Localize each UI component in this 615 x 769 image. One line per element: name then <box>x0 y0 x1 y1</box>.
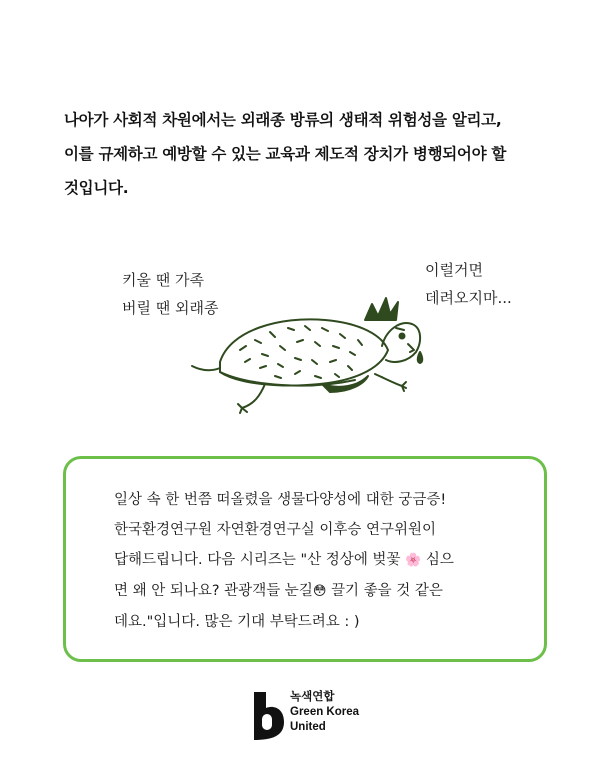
turtle-back-leg <box>238 384 265 413</box>
caption-left-line-1: 키울 땐 가족 <box>122 271 204 289</box>
green-korea-logo-icon <box>254 692 284 740</box>
caption-right-line-2: 데려오지마... <box>425 289 512 307</box>
turtle-front-leg <box>375 374 406 391</box>
turtle-illustration <box>0 250 615 430</box>
notice-text <box>114 485 534 637</box>
org-korean: 녹색연합 <box>290 691 335 703</box>
notice-line-2: 한국환경연구원 자연환경연구실 이후승 연구위원이 <box>114 522 436 538</box>
turtle-tail <box>192 366 220 370</box>
cherry-blossom-icon: 🌸 <box>405 553 422 568</box>
crown-icon <box>365 298 398 320</box>
intro-line-1: 나아가 사회적 차원에서는 외래종 방류의 생태적 위험성을 알리고, <box>64 111 502 129</box>
turtle-drawing <box>150 280 450 430</box>
caption-right-line-1: 이럴거면 <box>425 261 483 279</box>
intro-paragraph <box>64 103 564 205</box>
notice-line-1: 일상 속 한 번쯤 떠올렸을 생물다양성에 대한 궁금증! <box>114 492 447 508</box>
caption-left-line-2: 버릴 땐 외래종 <box>122 299 219 317</box>
flushed-face-icon: 😳 <box>312 584 327 599</box>
turtle-shell <box>220 319 388 385</box>
notice-line-5: 데요."입니다. 많은 기대 부탁드려요 : ) <box>114 614 360 630</box>
org-english-1: Green Korea <box>290 706 360 718</box>
notice-box <box>63 456 547 662</box>
org-english-2: United <box>290 721 326 733</box>
notice-line-3: 답해드립니다. 다음 시리즈는 "산 정상에 벚꽃 🌸 심으 <box>114 552 454 568</box>
notice-line-4: 면 왜 안 되나요? 관광객들 눈길😳 끌기 좋을 것 같은 <box>114 583 443 599</box>
intro-line-3: 것입니다. <box>64 179 129 197</box>
intro-line-2: 이를 규제하고 예방할 수 있는 교육과 제도적 장치가 병행되어야 할 <box>64 145 507 163</box>
org-name <box>290 690 359 735</box>
org-logo <box>254 690 414 744</box>
